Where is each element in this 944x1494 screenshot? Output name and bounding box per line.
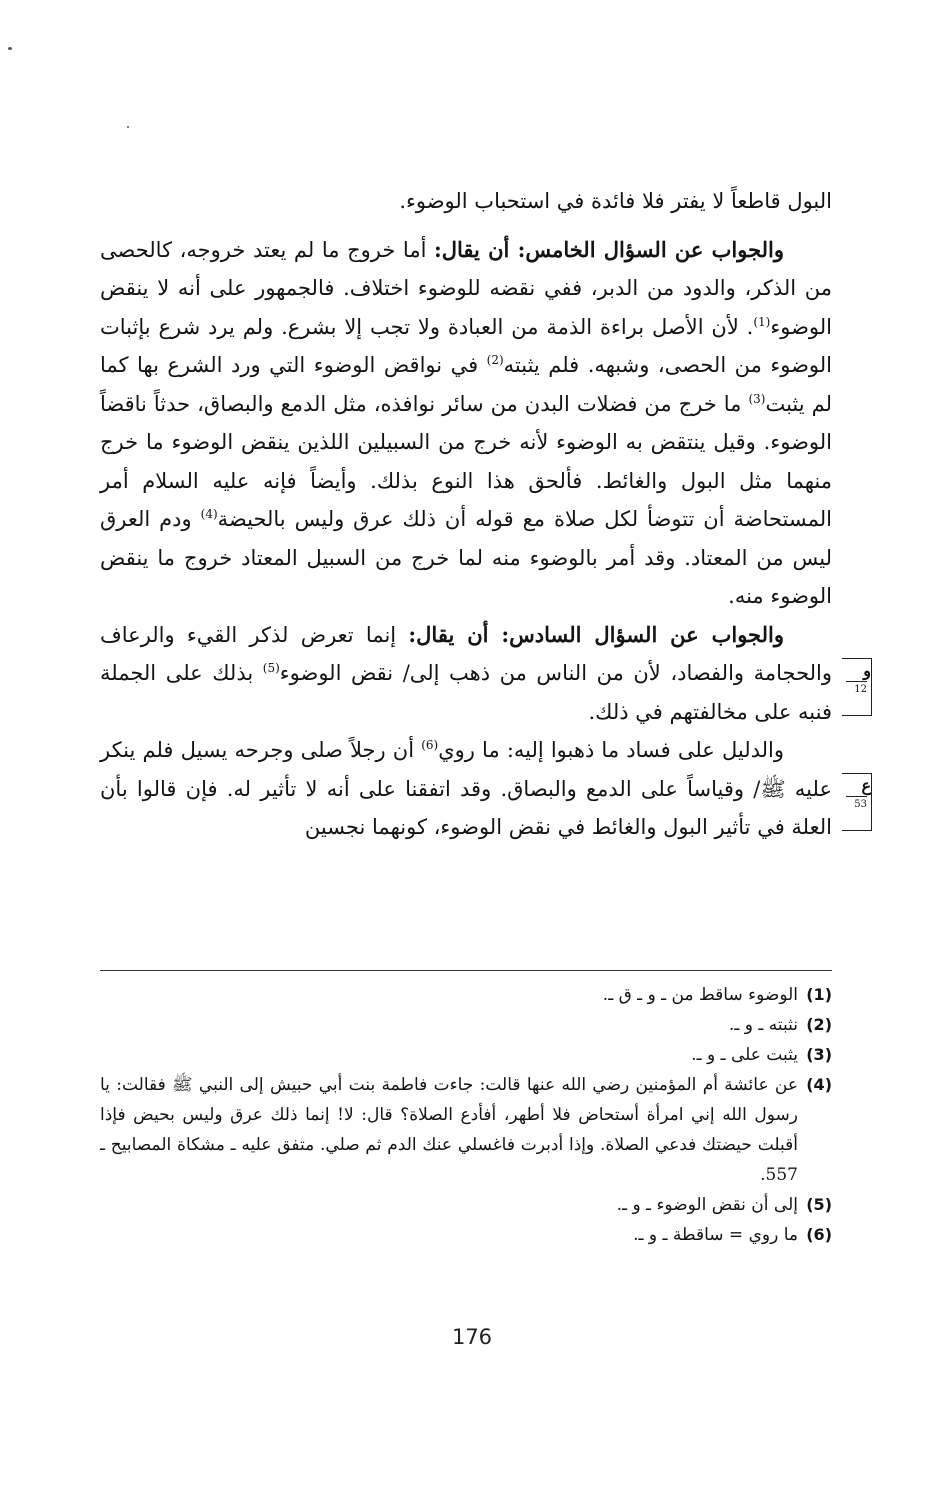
footnote-item [100,1040,832,1070]
text-run: والدليل على فساد ما ذهبوا إليه: ما روي [438,738,784,762]
footnote-item [100,1010,832,1040]
footnote-text: الوضوء ساقط من ـ و ـ ق ـ. [602,985,798,1005]
paragraph-evidence [100,731,832,847]
footnote-item [100,1190,832,1220]
text-run: . لأن الأصل براءة الذمة من العبادة ولا تجب إلا بشرع. ولم يرد شرع بإثبات الوضوء من الحصى، وشبهه. فلم يثبته [100,314,832,377]
footnote-text: يثبت على ـ و ـ. [691,1045,798,1065]
footnote-number: (5) [806,1195,832,1214]
scan-speck [8,47,12,50]
folio-number: 53 [846,796,867,813]
text-run: أما خروج ما لم يعتد خروجه، كالحصى من الذكر، والدود من الدبر، ففي نقضه للوضوء اختلاف. فالجمهور على أنه لا ينقض الوضوء [100,237,832,339]
footnote-ref: (5) [262,661,280,675]
footnote-number: (3) [806,1045,832,1064]
text-run: ودم العرق ليس من المعتاد. وقد أمر بالوضوء منه لما خرج من السبيل المعتاد خروج ما ينقض الوضوء منه. [100,507,832,608]
folio-letter: ع [861,776,871,795]
text-run: في نواقض الوضوء التي ورد الشرع بها كما لم يثبت [100,353,832,416]
footnote-item [100,980,832,1010]
footnote-ref: (2) [486,353,504,367]
text-run: البول قاطعاً لا يفتر فلا فائدة في استحباب الوضوء. [399,189,832,213]
footnote-number: (2) [806,1015,832,1034]
page-number: 176 [451,1325,493,1349]
footnote-ref: (1) [753,314,771,329]
footnote-text: عن عائشة أم المؤمنين رضي الله عنها قالت: جاءت فاطمة بنت أبي حبيش إلى النبي ﷺ فقالت: يا رسول الله إني امرأة أستحاض فلا أطهر، أفأدع الصلاة؟ قال: لا! إنما ذلك عرق وليس بحيض فإذا أقبلت حيضتك فدعي الصلاة. وإذا أدبرت فاغسلي عنك الدم ثم صلي. متفق عليه ـ مشكاة المصابيح ـ 557. [100,1075,798,1185]
footnote-number: (1) [806,985,832,1004]
footnote-ref: (4) [200,507,218,521]
scan-speck [127,126,129,128]
text-run: أن رجلاً صلى وجرحه يسيل فلم ينكر عليه ﷺ/ وقياساً على الدمع والبصاق. وقد اتفقنا على أنه لا تأثير له. فإن قالوا بأن العلة في تأثير البول والغائط في نقض الوضوء، كونهما نجسين [100,738,832,839]
footnote-item [100,1070,832,1190]
text-run: ما خرج من فضلات البدن من سائر نوافذه، مثل الدمع والبصاق، حدثاً ناقضاً الوضوء. وقيل ينتقض به الوضوء لأنه خرج من السبيلين اللذين ينقض الوضوء ما خرج منهما مثل البول والغائط. فألحق هذا النوع بذلك. وأيضاً فإنه عليه السلام أمر المستحاضة أن تتوضأ لكل صلاة مع قوله أن ذلك عرق وليس بالحيضة [100,391,832,531]
footnote-separator [100,970,832,971]
manuscript-folio-marker [842,773,872,831]
paragraph-continuation [100,182,832,221]
footnote-text: نثبته ـ و ـ. [728,1015,798,1035]
text-run: إنما تعرض لذكر القيء والرعاف والحجامة والفصاد، لأن من الناس من ذهب إلى/ نقض الوضوء [100,622,832,685]
folio-number: 12 [846,681,867,698]
footnote-text: ما روي = ساقطة ـ و ـ. [633,1225,798,1245]
paragraph-lead: والجواب عن السؤال السادس: أن يقال: [408,621,784,647]
footnote-ref: (3) [748,391,766,406]
text-run: بذلك على الجملة فنبه على مخالفتهم في ذلك. [100,661,832,724]
paragraph-answer-six [100,616,832,732]
footnotes [100,980,832,1250]
folio-letter: و [863,660,871,680]
footnote-text: إلى أن نقض الوضوء ـ و ـ. [616,1195,798,1215]
footnote-item [100,1220,832,1250]
marginal-wrap [100,616,871,732]
footnote-number: (6) [806,1225,832,1244]
manuscript-folio-marker [842,658,872,716]
paragraph-lead: والجواب عن السؤال الخامس: أن يقال: [434,236,784,262]
marginal-wrap [100,731,871,847]
paragraph-answer-five [100,231,832,616]
main-text [100,182,871,847]
footnote-number: (4) [806,1075,832,1094]
footnote-ref: (6) [421,738,439,752]
